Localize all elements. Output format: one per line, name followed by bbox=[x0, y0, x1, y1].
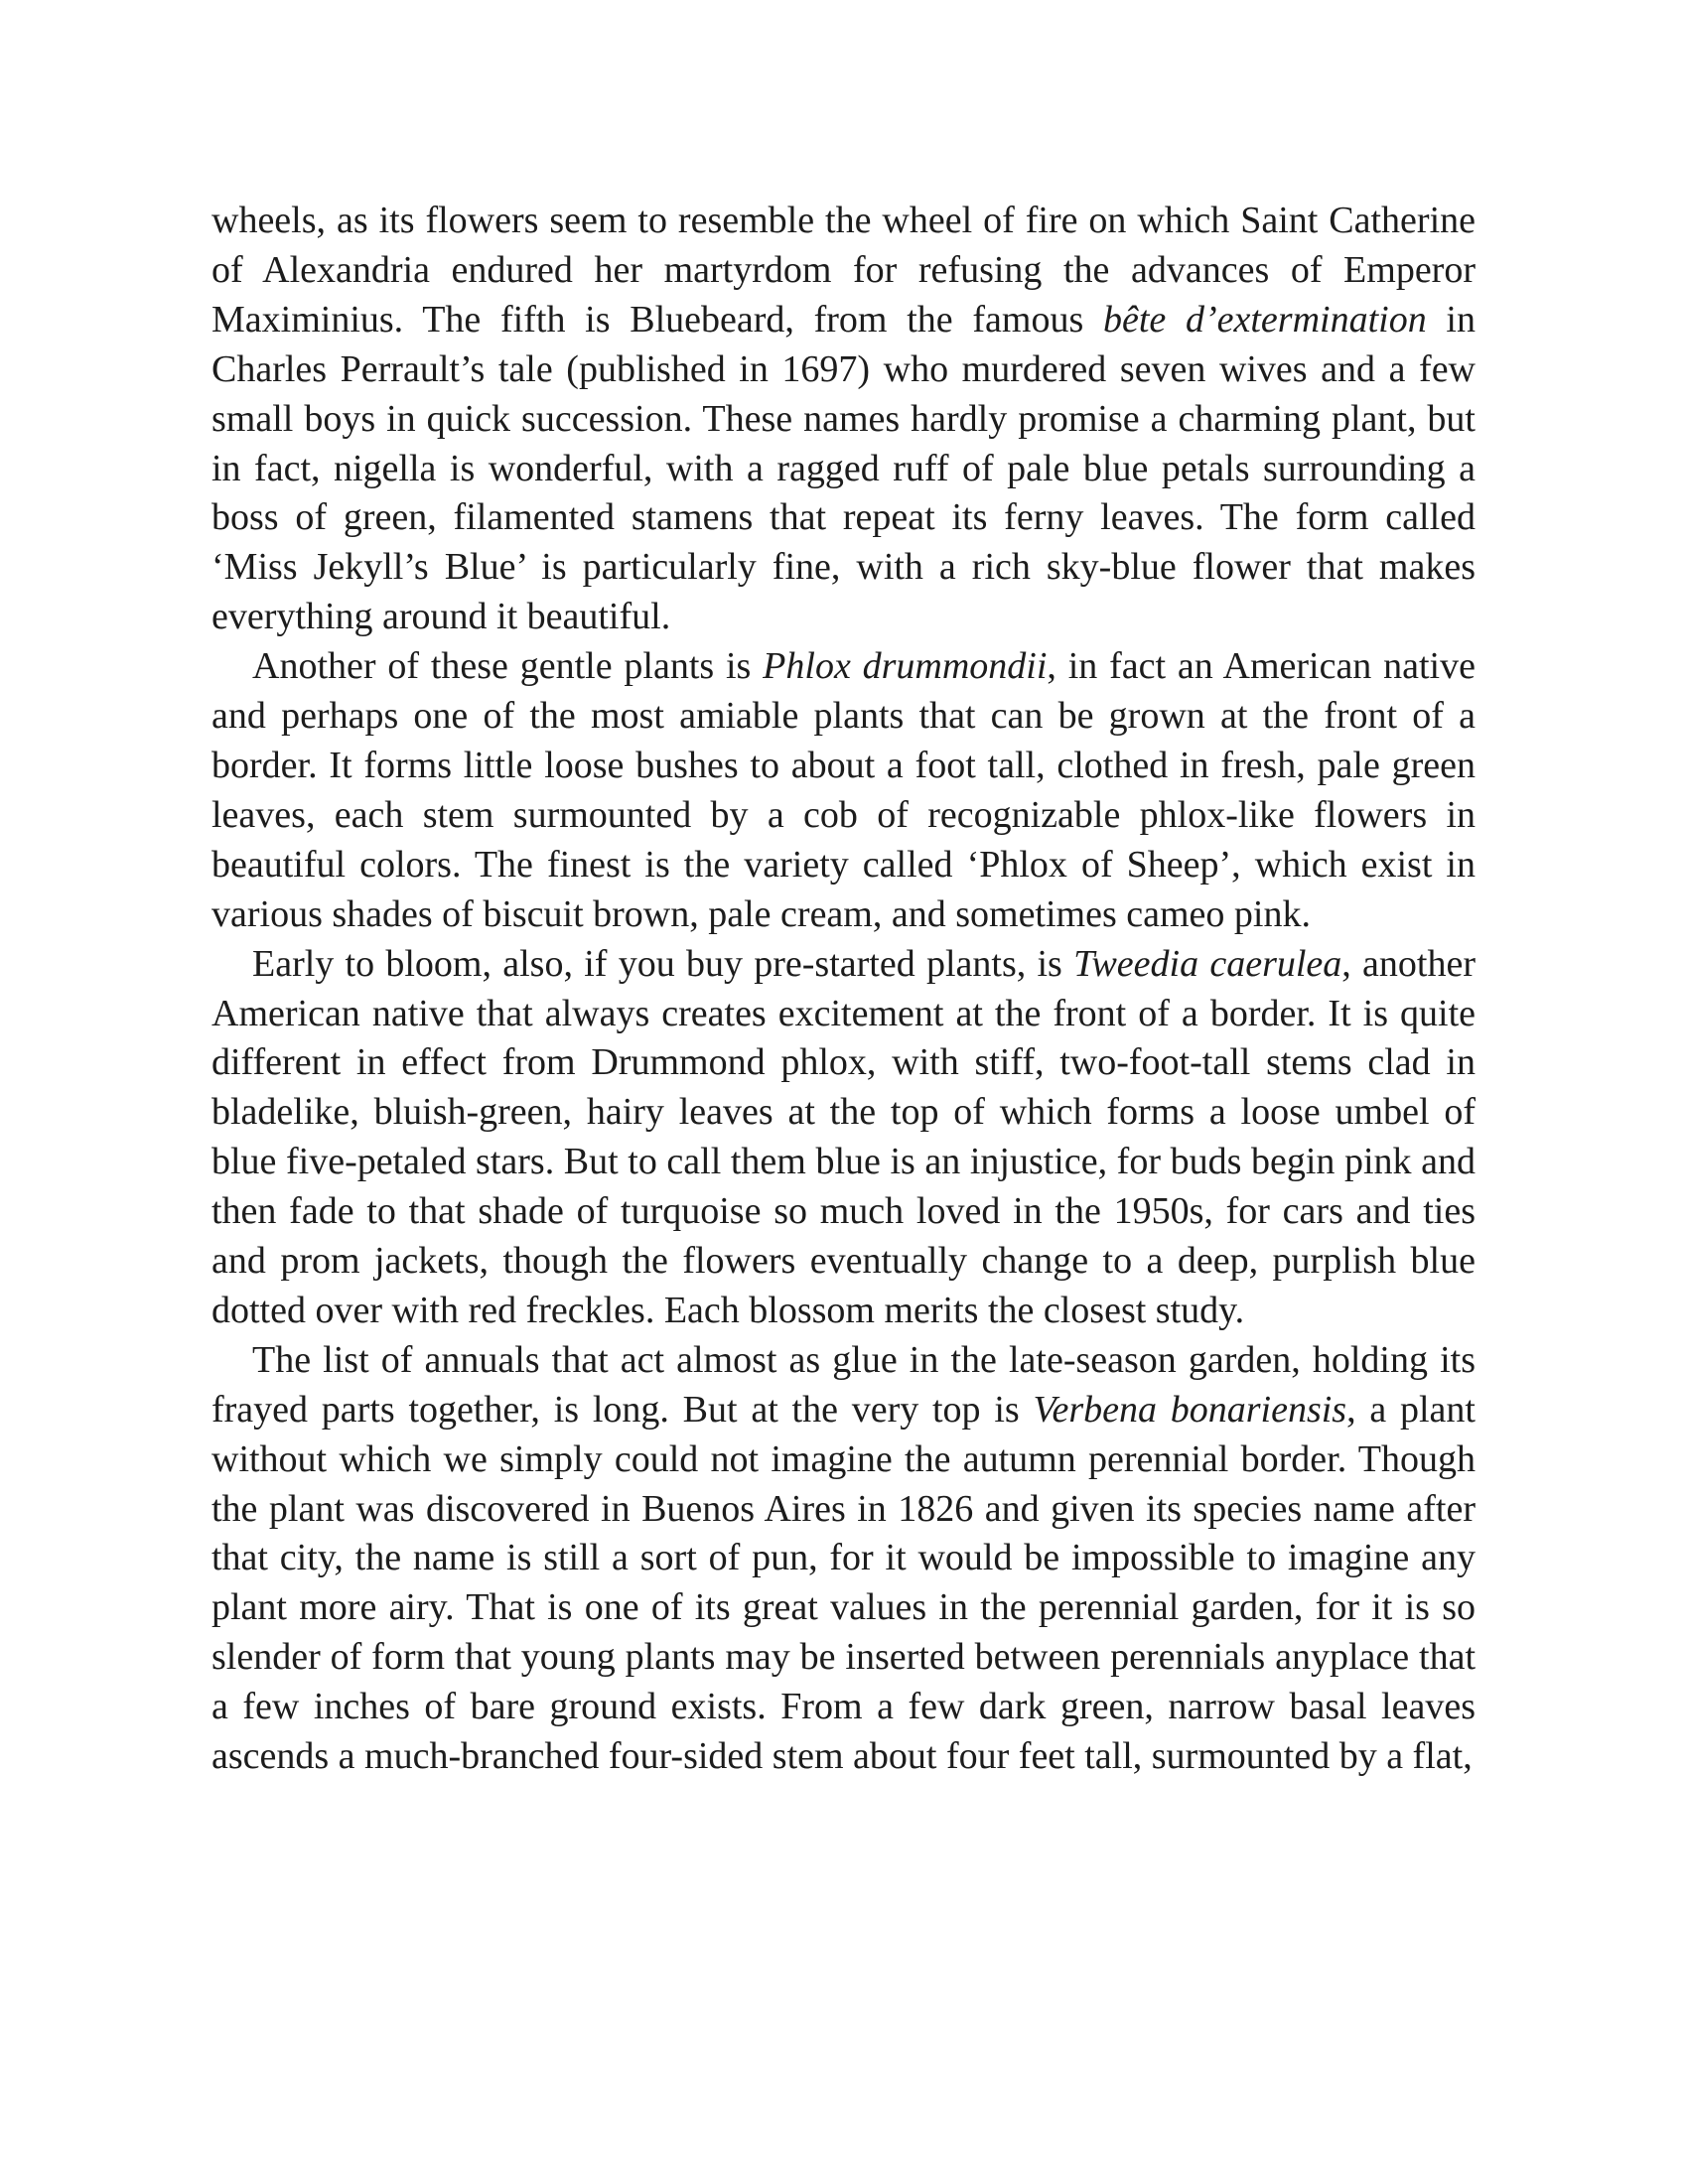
paragraph bbox=[211, 1336, 1476, 1782]
italic-phrase: Phlox drummondii bbox=[763, 645, 1048, 688]
paragraph-text: The list of annuals that act almost as glue in the late-season garden, holding its frayed parts together, is long. But at the very top is bbox=[211, 1338, 1476, 1431]
paragraph-text: in Charles Perrault’s tale (published in 1697) who murdered seven wives and a few small boys in quick succession. These names hardly promise a charming plant, but in fact, nigella is wonderful, with a ragged ruff of pale blue petals surrounding a boss of green, filamented stamens that repeat its ferny leaves. The form called ‘Miss Jekyll’s Blue’ is particularly fine, with a rich sky-blue flower that makes everything around it beautiful. bbox=[211, 298, 1476, 638]
paragraph bbox=[211, 642, 1476, 939]
paragraph bbox=[211, 197, 1476, 642]
paragraph-text: , a plant without which we simply could not imagine the autumn perennial border. Though the plant was discovered in Buenos Aires in 1826 and given its species name after that city, the name is still a sort of pun, for it would be impossible to imagine any plant more airy. That is one of its great values in the perennial garden, for it is so slender of form that young plants may be inserted between perennials anyplace that a few inches of bare ground exists. From a few dark green, narrow basal leaves ascends a much-branched four-sided stem about four feet tall, surmounted by a flat, bbox=[211, 1388, 1476, 1778]
italic-phrase: Tweedia caerulea bbox=[1073, 942, 1342, 985]
book-page bbox=[211, 197, 1476, 1782]
paragraph-text: Early to bloom, also, if you buy pre-started plants, is bbox=[252, 942, 1074, 985]
paragraph-text: Another of these gentle plants is bbox=[252, 645, 764, 688]
paragraph-text: , in fact an American native and perhaps one of the most amiable plants that can be grown at the front of a border. It forms little loose bushes to about a foot tall, clothed in fresh, pale green leaves, each stem surmounted by a cob of recognizable phlox-like flowers in beautiful colors. The finest is the variety called ‘Phlox of Sheep’, which exist in various shades of biscuit brown, pale cream, and sometimes cameo pink. bbox=[211, 645, 1476, 935]
paragraph-text: wheels, as its flowers seem to resemble the wheel of fire on which Saint Catherine of Alexandria endured her martyrdom for refusing the advances of Emperor Maximinius. The fifth is Bluebeard, from the famous bbox=[211, 200, 1476, 341]
paragraph bbox=[211, 940, 1476, 1336]
paragraph-text: , another American native that always creates excitement at the front of a border. It is quite different in effect from Drummond phlox, with stiff, two-foot-tall stems clad in bladelike, bluish-green, hairy leaves at the top of which forms a loose umbel of blue five-petaled stars. But to call them blue is an injustice, for buds begin pink and then fade to that shade of turquoise so much loved in the 1950s, for cars and ties and prom jackets, though the flowers eventually change to a deep, purplish blue dotted over with red freckles. Each blossom merits the closest study. bbox=[211, 942, 1477, 1331]
italic-phrase: Verbena bonariensis bbox=[1033, 1388, 1347, 1431]
italic-phrase: bête d’extermination bbox=[1102, 298, 1427, 341]
